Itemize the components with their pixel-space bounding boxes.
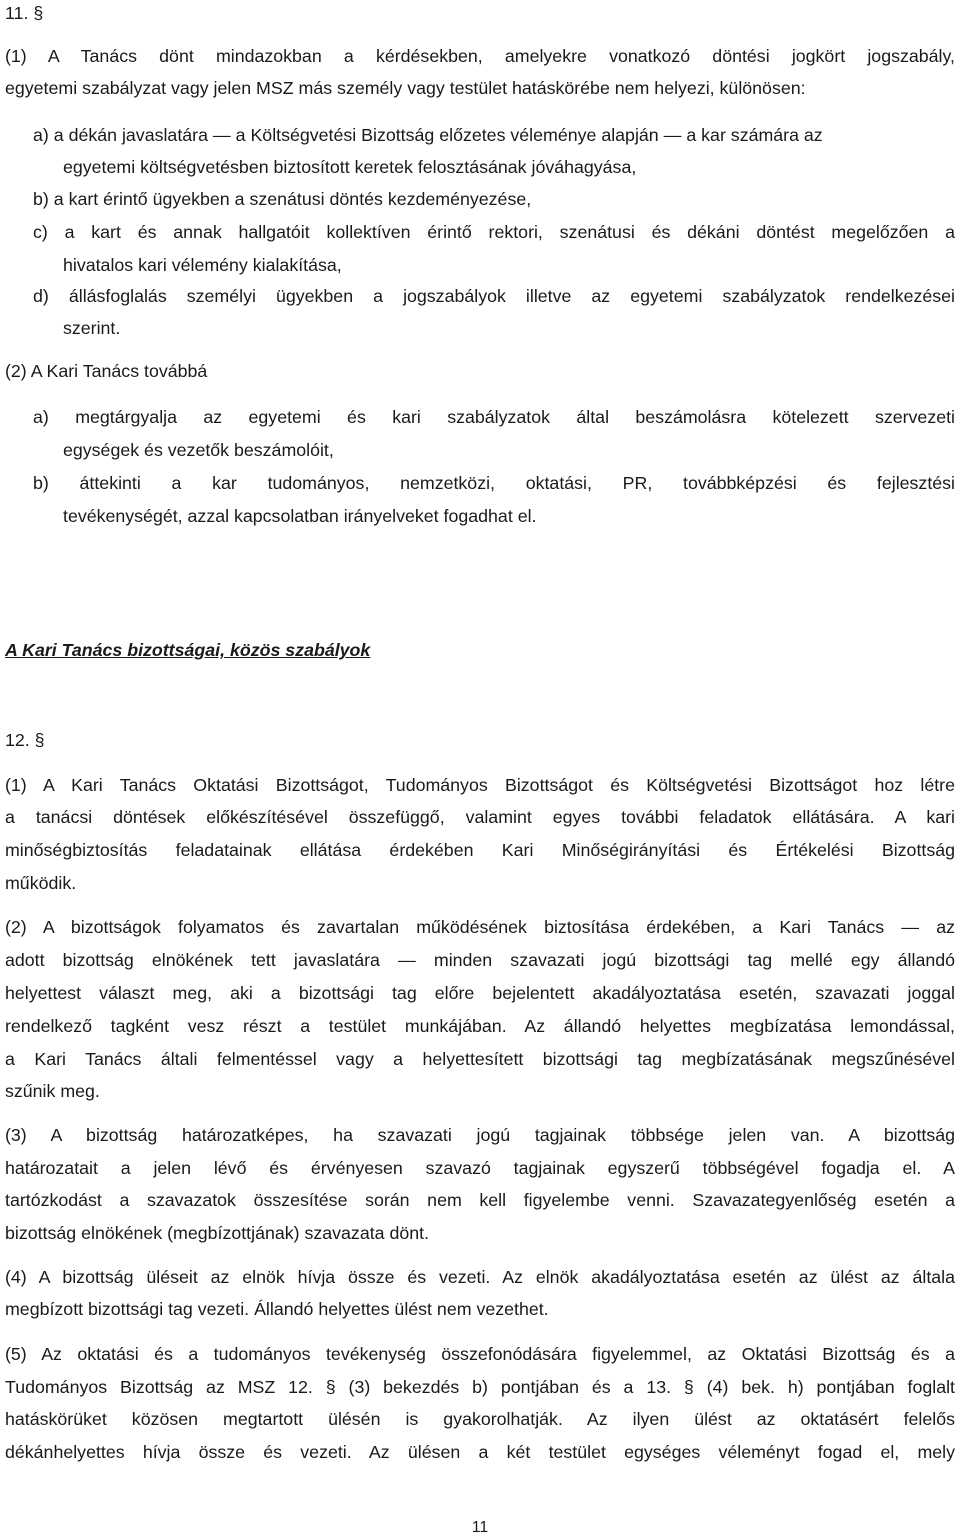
s12-paragraph-3-line: tartózkodást a szavazatok összesítése során nem kell figyelembe venni. Szavazategyenlőség esetén a — [5, 1190, 955, 1210]
s11-p2-item-b-line: b) áttekinti a kar tudományos, nemzetközi, oktatási, PR, továbbképzési és fejlesztési — [33, 473, 955, 493]
section-12-title: 12. § — [5, 730, 45, 750]
s11-item-c-line: c) a kart és annak hallgatóit kollektíven érintő rektori, szenátusi és dékáni döntést megelőzően a — [33, 222, 955, 242]
s11-item-b: b) a kart érintő ügyekben a szenátusi döntés kezdeményezése, — [33, 189, 532, 209]
s12-paragraph-4-line: (4) A bizottság üléseit az elnök hívja össze és vezeti. Az elnök akadályoztatása esetén az ülést az általa — [5, 1267, 955, 1287]
s12-paragraph-3-line: bizottság elnökének (megbízottjának) szavazata dönt. — [5, 1223, 430, 1243]
s12-paragraph-1-line: minőségbiztosítás feladatainak ellátása érdekében Kari Minőségirányítási és Értékelési Bizottság — [5, 840, 955, 860]
s12-paragraph-2-line: helyettest választ meg, aki a bizottsági tag előre bejelentett akadályoztatása esetén, szavazati joggal — [5, 983, 955, 1003]
s12-paragraph-5-line: hatáskörüket közösen megtartott ülésén is gyakorolhatják. Az ilyen ülést az oktatásért felelős — [5, 1409, 955, 1429]
s12-paragraph-2-line: szűnik meg. — [5, 1081, 100, 1101]
s12-paragraph-3-line: határozatait a jelen lévő és érvényesen szavazó tagjainak egyszerű többségével fogadja el. A — [5, 1158, 955, 1178]
s12-paragraph-1-line: a tanácsi döntések előkészítésével összefüggő, valamint egyes további feladatok ellátására. A kari — [5, 807, 955, 827]
s12-paragraph-2-line: (2) A bizottságok folyamatos és zavartalan működésének biztosítása érdekében, a Kari Tanács — az — [5, 917, 955, 937]
s11-p2-item-a-line: egységek és vezetők beszámolóit, — [63, 440, 334, 460]
s12-paragraph-1-line: (1) A Kari Tanács Oktatási Bizottságot, Tudományos Bizottságot és Költségvetési Bizottságot hoz létre — [5, 775, 955, 795]
s11-paragraph-1-line: (1) A Tanács dönt mindazokban a kérdésekben, amelyekre vonatkozó döntési jogkört jogszabály, — [5, 46, 955, 66]
section-11-title: 11. § — [5, 3, 44, 23]
s11-item-d-line: d) állásfoglalás személyi ügyekben a jogszabályok illetve az egyetemi szabályzatok rendelkezései — [33, 286, 955, 306]
s12-paragraph-4-line: megbízott bizottsági tag vezeti. Állandó helyettes ülést nem vezethet. — [5, 1299, 549, 1319]
s11-paragraph-1-line: egyetemi szabályzat vagy jelen MSZ más személy vagy testület hatáskörébe nem helyezi, különösen: — [5, 78, 806, 98]
s12-paragraph-5-line: (5) Az oktatási és a tudományos tevékenység összefonódására figyelemmel, az Oktatási Bizottság és a — [5, 1344, 955, 1364]
s12-paragraph-3-line: (3) A bizottság határozatképes, ha szavazati jogú tagjainak többsége jelen van. A bizottság — [5, 1125, 955, 1145]
s11-item-d-line: szerint. — [63, 318, 121, 338]
s11-p2-item-b-line: tevékenységét, azzal kapcsolatban irányelveket fogadhat el. — [63, 506, 537, 526]
s12-paragraph-1-line: működik. — [5, 873, 77, 893]
section-heading: A Kari Tanács bizottságai, közös szabályok — [5, 640, 371, 660]
s12-paragraph-5-line: Tudományos Bizottság az MSZ 12. § (3) bekezdés b) pontjában és a 13. § (4) bek. h) pontjában foglalt — [5, 1377, 955, 1397]
s12-paragraph-2-line: adott bizottság elnökének tett javaslatára — minden szavazati jogú bizottsági tag mellé egy állandó — [5, 950, 955, 970]
page-number: 11 — [471, 1519, 489, 1536]
s11-item-a-line: egyetemi költségvetésben biztosított keretek felosztásának jóváhagyása, — [63, 157, 637, 177]
s11-paragraph-2: (2) A Kari Tanács továbbá — [5, 361, 208, 381]
s12-paragraph-2-line: rendelkező tagként vesz részt a testület munkájában. Az állandó helyettes megbízatása lemondással, — [5, 1016, 955, 1036]
s11-item-c-line: hivatalos kari vélemény kialakítása, — [63, 255, 342, 275]
s11-p2-item-a-line: a) megtárgyalja az egyetemi és kari szabályzatok által beszámolásra kötelezett szervezeti — [33, 407, 955, 427]
s12-paragraph-2-line: a Kari Tanács általi felmentéssel vagy a helyettesített bizottsági tag megbízatásának megszűnésével — [5, 1049, 955, 1069]
s12-paragraph-5-line: dékánhelyettes hívja össze és vezeti. Az ülésen a két testület egységes véleményt fogad el, mely — [5, 1442, 955, 1462]
s11-item-a-line: a) a dékán javaslatára — a Költségvetési Bizottság előzetes véleménye alapján — a kar számára az — [33, 125, 823, 145]
